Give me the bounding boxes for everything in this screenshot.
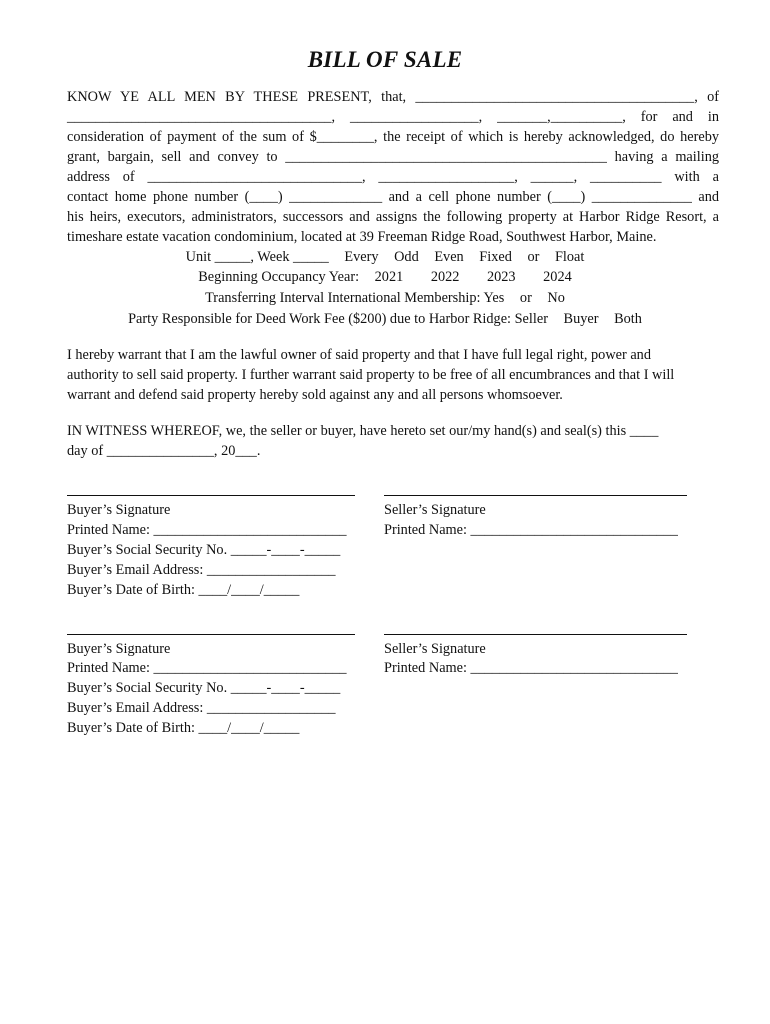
occupancy-year-label: Beginning Occupancy Year: [198, 269, 360, 285]
option-or: or [527, 249, 540, 265]
option-yes: Yes [483, 290, 505, 306]
buyer-dob[interactable]: Buyer’s Date of Birth: ____/____/_____ [67, 582, 300, 598]
intro-line-5: address of ______________________________, ___________________, ______, __________ with a [67, 169, 719, 185]
option-every: Every [344, 249, 379, 265]
deed-fee-label: Party Responsible for Deed Work Fee ($200) due to Harbor Ridge: [128, 311, 512, 327]
option-both: Both [614, 311, 642, 327]
occupancy-year-line [0, 267, 770, 287]
seller-printed-name[interactable]: Printed Name: _____________________________ [384, 522, 678, 538]
year-2023: 2023 [486, 269, 516, 285]
interval-membership-label: Transferring Interval International Membership: [205, 290, 481, 306]
year-2024: 2024 [543, 269, 572, 285]
intro-line-3: consideration of payment of the sum of $________, the receipt of which is hereby acknowledged, do hereby [67, 129, 719, 145]
buyer-signature-label: Buyer’s Signature [67, 502, 171, 518]
warranty-line-3: warrant and defend said property hereby sold against any and all persons whomsoever. [67, 387, 563, 403]
warranty-line-1: I hereby warrant that I am the lawful owner of said property and that I have full legal right, power and [67, 347, 651, 363]
year-2021: 2021 [374, 269, 404, 285]
document-title: BILL OF SALE [307, 47, 463, 72]
option-even: Even [434, 249, 464, 265]
intro-line-8: timeshare estate vacation condominium, located at 39 Freeman Ridge Road, Southwest Harbor, Maine. [67, 229, 657, 245]
intro-line-4: grant, bargain, sell and convey to _____________________________________________ having a mailing [67, 149, 719, 165]
option-seller: Seller [514, 311, 548, 327]
interval-membership-line [0, 288, 770, 308]
intro-line-2: _____________________________________, __________________, _______,__________, for and in [67, 109, 719, 125]
intro-line-6: contact home phone number (____) _____________ and a cell phone number (____) ______________ and [67, 189, 719, 205]
unit-week-label: Unit _____, Week _____ [185, 249, 329, 265]
option-buyer: Buyer [563, 311, 599, 327]
buyer-signature-line[interactable] [67, 634, 355, 635]
deed-fee-line [0, 309, 770, 329]
option-float: Float [554, 249, 585, 265]
buyer-dob[interactable]: Buyer’s Date of Birth: ____/____/_____ [67, 720, 300, 736]
seller-signature-label: Seller’s Signature [384, 641, 486, 657]
seller-signature-line[interactable] [384, 495, 687, 496]
buyer-printed-name[interactable]: Printed Name: ___________________________ [67, 522, 347, 538]
buyer-ssn[interactable]: Buyer’s Social Security No. _____-____-_____ [67, 542, 341, 558]
intro-line-1: KNOW YE ALL MEN BY THESE PRESENT, that, _______________________________________, of [67, 89, 719, 105]
buyer-printed-name[interactable]: Printed Name: ___________________________ [67, 660, 347, 676]
option-fixed: Fixed [479, 249, 512, 265]
warranty-line-2: authority to sell said property. I further warrant said property to be free of all encumbrances and that I will [67, 367, 675, 383]
witness-line-2: day of _______________, 20___. [67, 443, 261, 459]
buyer-email[interactable]: Buyer’s Email Address: __________________ [67, 562, 336, 578]
buyer-email[interactable]: Buyer’s Email Address: __________________ [67, 700, 336, 716]
year-2022: 2022 [430, 269, 460, 285]
buyer-signature-line[interactable] [67, 495, 355, 496]
intro-line-7: his heirs, executors, administrators, successors and assigns the following property at Harbor Ridge Resort, a [67, 209, 719, 225]
buyer-ssn[interactable]: Buyer’s Social Security No. _____-____-_____ [67, 680, 341, 696]
unit-week-line [0, 247, 770, 267]
seller-signature-label: Seller’s Signature [384, 502, 486, 518]
seller-printed-name[interactable]: Printed Name: _____________________________ [384, 660, 678, 676]
option-or: or [519, 290, 532, 306]
buyer-signature-label: Buyer’s Signature [67, 641, 171, 657]
option-odd: Odd [394, 249, 419, 265]
witness-line-1: IN WITNESS WHEREOF, we, the seller or buyer, have hereto set our/my hand(s) and seal(s) this ____ [67, 423, 659, 439]
option-no: No [547, 290, 565, 306]
seller-signature-line[interactable] [384, 634, 687, 635]
